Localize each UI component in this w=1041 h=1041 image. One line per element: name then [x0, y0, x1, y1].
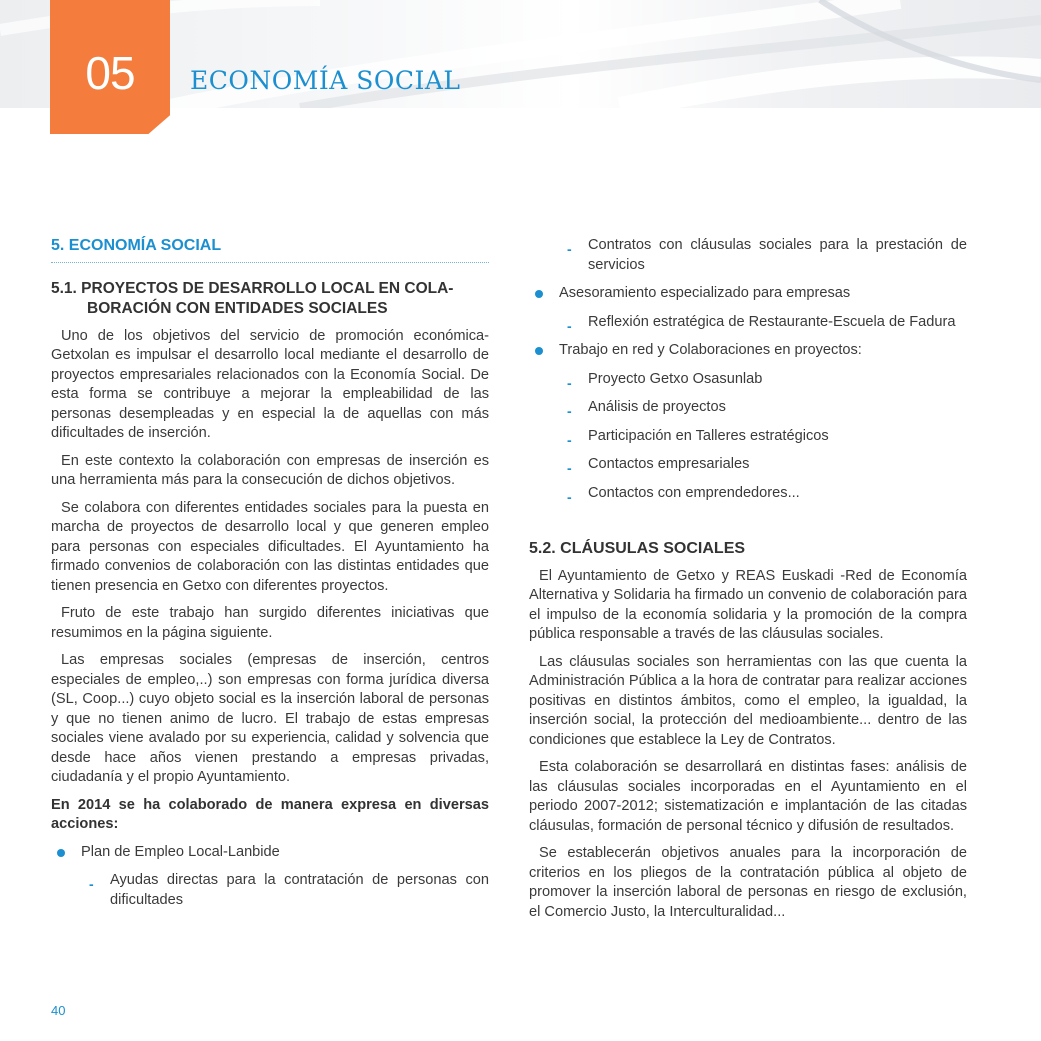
paragraph: En este contexto la colaboración con empresas de inserción es una herramienta más para la consecución de dichos objetivos.: [51, 452, 489, 488]
section-title: 5. ECONOMÍA SOCIAL: [51, 236, 489, 263]
page-number: 40: [51, 1003, 66, 1018]
paragraph: Esta colaboración se desarrollará en distintas fases: análisis de las cláusulas sociales incorporadas en el Ayuntamiento en el periodo 2007-2012; sistematización e implantación de las citadas cláusulas, formación de personal técnico y difusión de resultados.: [529, 759, 967, 834]
dash-icon: -: [567, 317, 572, 334]
sub-list-item-text: Contratos con cláusulas sociales para la prestación de servicios: [588, 237, 967, 273]
list-item: [529, 284, 967, 304]
chapter-number: 05: [85, 47, 135, 99]
sub-list-item: [529, 455, 967, 475]
sub-list-item: [529, 236, 967, 275]
bullet-list: [529, 236, 967, 503]
sub-list-item: [529, 398, 967, 418]
sub-list-item-text: Participación en Talleres estratégicos: [588, 427, 829, 444]
right-column: [529, 236, 967, 930]
dash-icon: -: [567, 460, 572, 476]
lead-paragraph: En 2014 se ha colaborado de manera expresa en diversas acciones:: [51, 796, 489, 832]
left-column: [51, 236, 489, 919]
bullet-dot-icon: [535, 290, 543, 298]
sub-list-item: [529, 427, 967, 447]
paragraph: Se colabora con diferentes entidades sociales para la puesta en marcha de proyectos de desarrollo local y que generen empleo para personas con especiales dificultades. El Ayuntamiento ha firmado convenios de colaboración con las distintas entidades que tienen presencia en Getxo con diferentes proyectos.: [51, 499, 489, 594]
sub-list-item: [51, 871, 489, 910]
sub-list-item: [529, 313, 967, 333]
paragraph: El Ayuntamiento de Getxo y REAS Euskadi -Red de Economía Alternativa y Solidaria ha firmado un convenio de colaboración para el impulso de la economía solidaria y la promoción de la compra pública responsable a través de las cláusulas sociales.: [529, 567, 967, 642]
bullet-dot-icon: [535, 347, 543, 355]
sub-list-item-text: Contactos empresariales: [588, 456, 750, 472]
list-item: [51, 843, 489, 863]
sub-list-item-text: Análisis de proyectos: [588, 399, 726, 415]
chapter-title: ECONOMÍA SOCIAL: [190, 66, 461, 95]
list-item-text: Trabajo en red y Colaboraciones en proyectos:: [559, 342, 862, 358]
paragraph: Uno de los objetivos del servicio de promoción económica-Getxolan es impulsar el desarrollo local mediante el desarrollo de proyectos empresariales relacionados con la Economía Social. De esta forma se contribuye a mejorar la empleabilidad de las personas desempleadas y en especial la de aquellas con más dificultades de inserción.: [51, 327, 489, 441]
dash-icon: -: [567, 488, 572, 505]
bullet-list: [51, 843, 489, 911]
list-item: [529, 341, 967, 361]
sub-list-item: [529, 484, 967, 504]
section-2-title: 5.2. CLÁUSULAS SOCIALES: [529, 540, 746, 557]
bullet-dot-icon: [57, 849, 65, 857]
sub-list-item-text: Contactos con emprendedores...: [588, 484, 800, 501]
paragraph: Se establecerán objetivos anuales para la incorporación de criterios en los pliegos de la contratación pública al objeto de promover la inserción laboral de personas en riesgo de exclusión, el Comercio Justo, la Interculturalidad...: [529, 845, 967, 920]
list-item-text: Plan de Empleo Local-Lanbide: [81, 843, 280, 860]
sub-list-item-text: Proyecto Getxo Osasunlab: [588, 370, 763, 387]
dash-icon: -: [567, 374, 572, 391]
dash-icon: -: [567, 403, 572, 419]
dash-icon: -: [567, 431, 572, 448]
paragraph: Las empresas sociales (empresas de inserción, centros especiales de empleo,..) son empresas con forma jurídica diversa (SL, Coop...) cuyo objeto social es la inserción laboral de personas y que no tienen animo de lucro. El trabajo de estas empresas sociales viene avalado por su experiencia, calidad y solvencia que desde hace años vienen prestando a empresas privadas, ciudadanía y el propio Ayuntamiento.: [51, 652, 489, 785]
list-item-text: Asesoramiento especializado para empresas: [559, 285, 851, 301]
dash-icon: -: [567, 241, 572, 257]
sub-list-item-text: Ayudas directas para la contratación de personas con dificultades: [110, 872, 489, 908]
sub-list-item: [529, 370, 967, 390]
subsection-title: 5.1. PROYECTOS DE DESARROLLO LOCAL EN COLA-BORACIÓN CON ENTIDADES SOCIALES: [51, 279, 454, 317]
sub-list-item-text: Reflexión estratégica de Restaurante-Escuela de Fadura: [588, 313, 956, 330]
dash-icon: -: [89, 876, 94, 892]
paragraph: Fruto de este trabajo han surgido diferentes iniciativas que resumimos en la página siguiente.: [51, 605, 489, 641]
paragraph: Las cláusulas sociales son herramientas con las que cuenta la Administración Pública a la hora de contratar para realizar acciones positivas en distintos ámbitos, como el empleo, la igualdad, la inserción social, la protección del medioambiente... dentro de las condiciones que establece la Ley de Contratos.: [529, 653, 967, 748]
